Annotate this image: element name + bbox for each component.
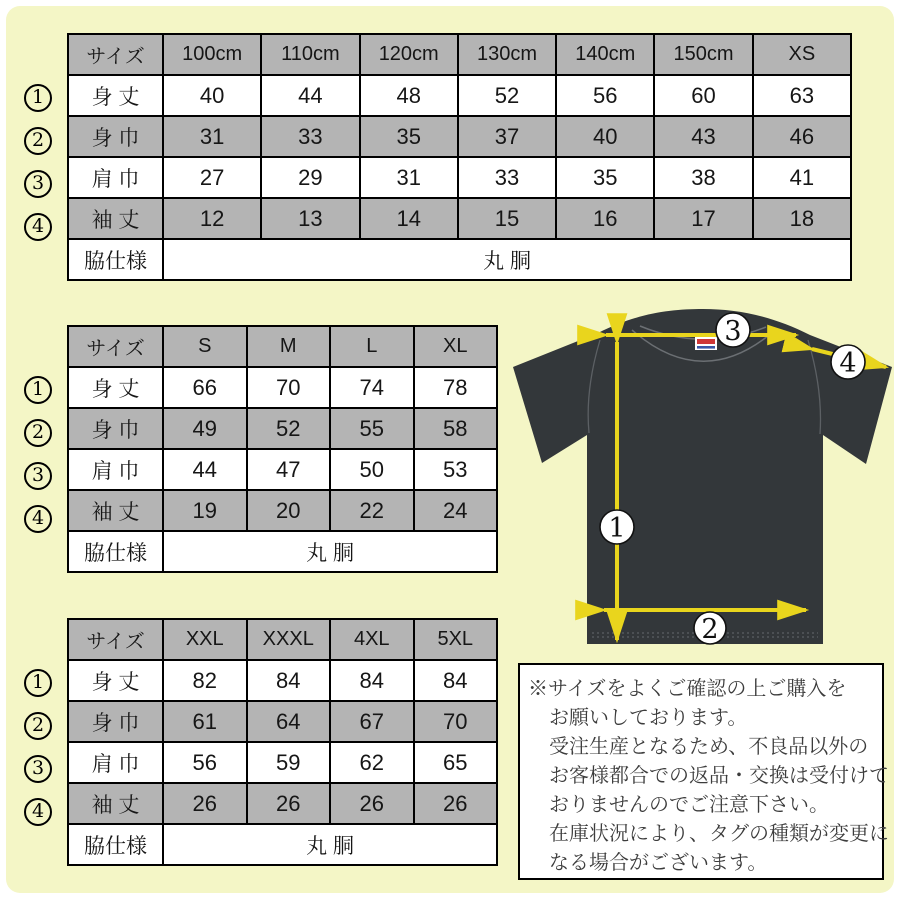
measurement-value: 56 [556, 75, 654, 116]
measurement-label: 袖 丈 [68, 198, 163, 239]
measurement-label: 肩 巾 [68, 742, 163, 783]
size-header-corner: サイズ [68, 619, 163, 660]
measurement-value: 41 [753, 157, 851, 198]
size-header-corner: サイズ [68, 34, 163, 75]
notice-line: 在庫状況により、タグの種類が変更に [549, 823, 889, 845]
table-row [68, 116, 851, 157]
measurement-value: 84 [330, 660, 414, 701]
measurement-label: 身 巾 [68, 116, 163, 157]
row-number-circle: 3 [24, 462, 52, 490]
measurement-label: 身 巾 [68, 408, 163, 449]
tshirt-measurement-diagram [500, 300, 900, 660]
diagram-marker-1 [600, 510, 634, 544]
measurement-value: 47 [247, 449, 331, 490]
measurement-value: 13 [261, 198, 359, 239]
size-column-header: L [330, 326, 414, 367]
size-table-kids [67, 33, 852, 281]
size-table-big [67, 618, 498, 866]
size-table-block-big [23, 618, 498, 866]
measurement-value: 37 [458, 116, 556, 157]
measurement-value: 74 [330, 367, 414, 408]
measurement-value: 26 [163, 783, 247, 824]
measurement-value: 17 [654, 198, 752, 239]
measurement-value: 70 [414, 701, 498, 742]
measurement-value: 70 [247, 367, 331, 408]
notice-line: ※サイズをよくご確認の上ご購入を [528, 678, 847, 700]
row-number-circle: 4 [24, 213, 52, 241]
measurement-value: 26 [330, 783, 414, 824]
measurement-label: 身 丈 [68, 367, 163, 408]
size-table-block-kids [23, 33, 852, 281]
measurement-value: 52 [247, 408, 331, 449]
size-column-header: 150cm [654, 34, 752, 75]
svg-text:3: 3 [724, 316, 742, 347]
measurement-value: 46 [753, 116, 851, 157]
measurement-value: 29 [261, 157, 359, 198]
notice-line: なる場合がございます。 [549, 852, 768, 874]
row-number-circle: 2 [24, 127, 52, 155]
side-spec-value: 丸 胴 [163, 824, 497, 865]
table-row [68, 157, 851, 198]
measurement-value: 66 [163, 367, 247, 408]
measurement-value: 16 [556, 198, 654, 239]
measurement-value: 19 [163, 490, 247, 531]
table-row [68, 408, 497, 449]
row-number-circle: 4 [24, 798, 52, 826]
row-number-circle: 2 [24, 712, 52, 740]
measurement-value: 40 [556, 116, 654, 157]
size-column-header: XXL [163, 619, 247, 660]
size-header-corner: サイズ [68, 326, 163, 367]
row-number-circle: 1 [24, 84, 52, 112]
side-spec-row [68, 239, 851, 280]
measurement-value: 82 [163, 660, 247, 701]
table-row [68, 701, 497, 742]
measurement-value: 50 [330, 449, 414, 490]
measurement-value: 43 [654, 116, 752, 157]
measurement-value: 35 [556, 157, 654, 198]
measurement-value: 52 [458, 75, 556, 116]
measurement-value: 56 [163, 742, 247, 783]
size-column-header: 4XL [330, 619, 414, 660]
measurement-value: 33 [458, 157, 556, 198]
measurement-value: 38 [654, 157, 752, 198]
measurement-value: 33 [261, 116, 359, 157]
side-spec-value: 丸 胴 [163, 239, 851, 280]
measurement-value: 18 [753, 198, 851, 239]
measurement-value: 35 [360, 116, 458, 157]
measurement-value: 48 [360, 75, 458, 116]
notice-line: 受注生産となるため、不良品以外の [549, 736, 869, 758]
measurement-value: 58 [414, 408, 498, 449]
measurement-value: 63 [753, 75, 851, 116]
side-spec-label: 脇仕様 [68, 239, 163, 280]
measurement-value: 24 [414, 490, 498, 531]
measurement-value: 49 [163, 408, 247, 449]
measurement-value: 14 [360, 198, 458, 239]
measurement-label: 肩 巾 [68, 157, 163, 198]
table-row [68, 449, 497, 490]
measurement-label: 肩 巾 [68, 449, 163, 490]
measurement-value: 22 [330, 490, 414, 531]
svg-text:4: 4 [839, 348, 857, 379]
measurement-value: 44 [261, 75, 359, 116]
measurement-value: 31 [163, 116, 261, 157]
diagram-marker-4 [831, 345, 865, 379]
table-row [68, 75, 851, 116]
measurement-value: 61 [163, 701, 247, 742]
row-number-circle: 3 [24, 755, 52, 783]
size-table-adult [67, 325, 498, 573]
measurement-value: 84 [414, 660, 498, 701]
measurement-label: 身 丈 [68, 660, 163, 701]
table-row [68, 367, 497, 408]
row-number-circle: 1 [24, 669, 52, 697]
measurement-value: 60 [654, 75, 752, 116]
size-column-header: S [163, 326, 247, 367]
purchase-notice-box [518, 663, 889, 880]
notice-line: お客様都合での返品・交換は受付けて [549, 765, 889, 787]
neck-label-icon [695, 337, 717, 350]
side-spec-value: 丸 胴 [163, 531, 497, 572]
side-spec-row [68, 531, 497, 572]
measurement-value: 31 [360, 157, 458, 198]
measurement-label: 袖 丈 [68, 783, 163, 824]
table-row [68, 742, 497, 783]
measurement-value: 55 [330, 408, 414, 449]
measurement-value: 26 [247, 783, 331, 824]
measurement-value: 62 [330, 742, 414, 783]
measurement-label: 身 巾 [68, 701, 163, 742]
size-column-header: 140cm [556, 34, 654, 75]
diagram-marker-2 [694, 612, 726, 645]
notice-line: お願いしております。 [549, 707, 748, 729]
measurement-value: 53 [414, 449, 498, 490]
svg-text:2: 2 [701, 614, 719, 645]
measurement-value: 64 [247, 701, 331, 742]
table-row [68, 198, 851, 239]
size-column-header: 130cm [458, 34, 556, 75]
measurement-label: 袖 丈 [68, 490, 163, 531]
measurement-value: 44 [163, 449, 247, 490]
row-number-circle: 4 [24, 505, 52, 533]
size-table-block-adult [23, 325, 498, 573]
size-column-header: 120cm [360, 34, 458, 75]
size-column-header: XS [753, 34, 851, 75]
side-spec-label: 脇仕様 [68, 531, 163, 572]
size-column-header: 110cm [261, 34, 359, 75]
diagram-marker-3 [716, 313, 750, 347]
row-number-circle: 2 [24, 419, 52, 447]
size-column-header: XXXL [247, 619, 331, 660]
measurement-value: 59 [247, 742, 331, 783]
table-row [68, 660, 497, 701]
measurement-value: 20 [247, 490, 331, 531]
size-column-header: 100cm [163, 34, 261, 75]
side-spec-row [68, 824, 497, 865]
measurement-value: 12 [163, 198, 261, 239]
table-row [68, 490, 497, 531]
measurement-label: 身 丈 [68, 75, 163, 116]
row-number-circle: 3 [24, 170, 52, 198]
side-spec-label: 脇仕様 [68, 824, 163, 865]
size-column-header: M [247, 326, 331, 367]
measurement-value: 40 [163, 75, 261, 116]
row-number-circle: 1 [24, 376, 52, 404]
measurement-value: 78 [414, 367, 498, 408]
svg-text:1: 1 [608, 513, 626, 544]
size-column-header: XL [414, 326, 498, 367]
size-column-header: 5XL [414, 619, 498, 660]
measurement-value: 65 [414, 742, 498, 783]
measurement-value: 67 [330, 701, 414, 742]
notice-line: おりませんのでご注意下さい。 [549, 794, 829, 816]
measurement-value: 84 [247, 660, 331, 701]
measurement-value: 26 [414, 783, 498, 824]
measurement-value: 27 [163, 157, 261, 198]
measurement-value: 15 [458, 198, 556, 239]
table-row [68, 783, 497, 824]
